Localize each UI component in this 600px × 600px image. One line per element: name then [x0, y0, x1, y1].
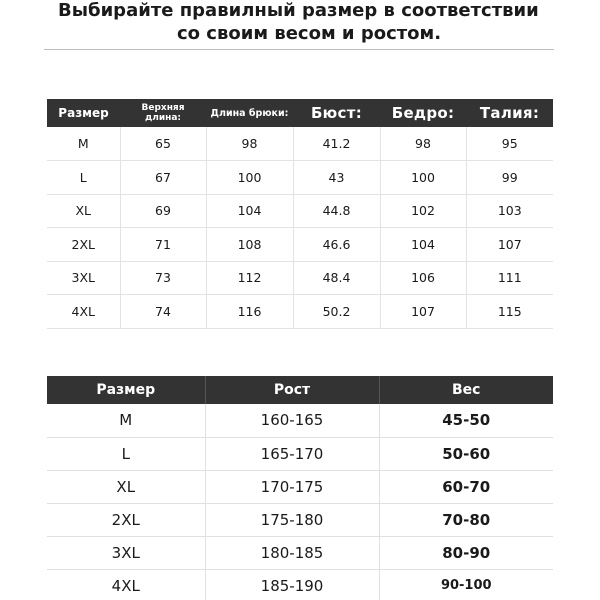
cell-pants-length: 108: [206, 228, 293, 262]
header-height: Рост: [205, 376, 379, 404]
cell-pants-length: 104: [206, 194, 293, 228]
cell-bust: 46.6: [293, 228, 380, 262]
cell-hip: 107: [380, 295, 466, 329]
cell-pants-length: 116: [206, 295, 293, 329]
table-row: [47, 228, 553, 262]
table-header-row: [47, 99, 553, 127]
cell-size: L: [47, 437, 205, 470]
cell-bust: 48.4: [293, 261, 380, 295]
cell-size: 3XL: [47, 536, 205, 569]
cell-size: 4XL: [47, 569, 205, 600]
cell-size: 3XL: [47, 261, 120, 295]
header-pants-length: Длина брюки:: [206, 99, 293, 127]
header-weight: Вес: [379, 376, 553, 404]
cell-height: 185-190: [205, 569, 379, 600]
cell-waist: 115: [466, 295, 553, 329]
cell-weight: 60-70: [379, 470, 553, 503]
table-row: [47, 503, 553, 536]
cell-bust: 44.8: [293, 194, 380, 228]
cell-top-length: 65: [120, 127, 206, 161]
heading-divider: [44, 49, 554, 50]
table-row: [47, 569, 553, 600]
table-row: [47, 404, 553, 437]
cell-weight: 80-90: [379, 536, 553, 569]
cell-height: 170-175: [205, 470, 379, 503]
cell-waist: 95: [466, 127, 553, 161]
header-waist: Талия:: [466, 99, 553, 127]
cell-waist: 107: [466, 228, 553, 262]
table-row: [47, 161, 553, 195]
table-row: [47, 261, 553, 295]
cell-size: XL: [47, 470, 205, 503]
header-size: Размер: [47, 376, 205, 404]
height-weight-table: [47, 376, 553, 600]
cell-height: 180-185: [205, 536, 379, 569]
cell-bust: 50.2: [293, 295, 380, 329]
cell-bust: 43: [293, 161, 380, 195]
cell-size: L: [47, 161, 120, 195]
cell-waist: 99: [466, 161, 553, 195]
cell-pants-length: 100: [206, 161, 293, 195]
cell-hip: 100: [380, 161, 466, 195]
heading-line-1: Выбирайте правилный размер в соответствии: [58, 0, 539, 21]
cell-top-length: 67: [120, 161, 206, 195]
cell-height: 160-165: [205, 404, 379, 437]
table-header-row: [47, 376, 553, 404]
header-hip: Бедро:: [380, 99, 466, 127]
cell-size: 2XL: [47, 503, 205, 536]
table-row: [47, 295, 553, 329]
cell-bust: 41.2: [293, 127, 380, 161]
cell-size: 4XL: [47, 295, 120, 329]
cell-waist: 103: [466, 194, 553, 228]
cell-top-length: 69: [120, 194, 206, 228]
table-row: [47, 194, 553, 228]
heading-line-2: со своим весом и ростом.: [177, 23, 442, 44]
cell-size: 2XL: [47, 228, 120, 262]
cell-top-length: 74: [120, 295, 206, 329]
header-bust: Бюст:: [293, 99, 380, 127]
cell-height: 165-170: [205, 437, 379, 470]
cell-top-length: 71: [120, 228, 206, 262]
cell-hip: 104: [380, 228, 466, 262]
cell-hip: 98: [380, 127, 466, 161]
header-size: Размер: [47, 99, 120, 127]
cell-size: M: [47, 127, 120, 161]
header-top-length: Верхняя длина:: [120, 99, 206, 127]
table-row: [47, 470, 553, 503]
cell-size: XL: [47, 194, 120, 228]
cell-hip: 106: [380, 261, 466, 295]
table-row: [47, 536, 553, 569]
cell-weight: 45-50: [379, 404, 553, 437]
cell-size: M: [47, 404, 205, 437]
cell-weight: 90-100: [379, 569, 553, 600]
table-row: [47, 437, 553, 470]
table-row: [47, 127, 553, 161]
cell-hip: 102: [380, 194, 466, 228]
cell-top-length: 73: [120, 261, 206, 295]
cell-weight: 50-60: [379, 437, 553, 470]
cell-pants-length: 98: [206, 127, 293, 161]
cell-weight: 70-80: [379, 503, 553, 536]
cell-pants-length: 112: [206, 261, 293, 295]
cell-height: 175-180: [205, 503, 379, 536]
measurements-table: [47, 99, 553, 329]
cell-waist: 111: [466, 261, 553, 295]
